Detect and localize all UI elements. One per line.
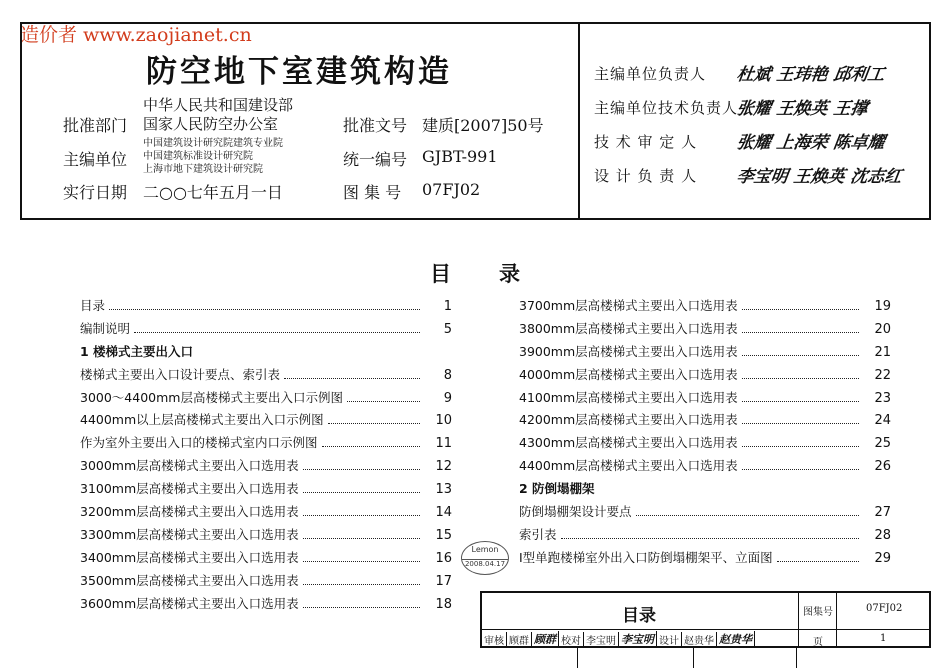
toc-entry-title: 3900mm层高楼梯式主要出入口选用表	[519, 343, 738, 359]
toc-leader-dots	[742, 354, 859, 356]
toc-entry[interactable]	[80, 548, 452, 571]
toc-page-number: 12	[435, 459, 452, 475]
resp-label-3: 技 术 审 定 人	[594, 133, 698, 151]
resp-label-1: 主编单位负责人	[594, 65, 707, 83]
toc-page-number: 26	[874, 459, 891, 475]
toc-leader-dots	[303, 514, 420, 516]
approver-line-2: 国家人民防空办公室	[143, 115, 279, 133]
toc-page-number: 9	[443, 390, 452, 406]
toc-leader-dots	[303, 491, 420, 493]
toc-page-number: 13	[435, 482, 452, 498]
title-block-name: 目录	[622, 606, 656, 626]
toc-leader-dots	[742, 400, 859, 402]
toc-entry[interactable]	[519, 365, 891, 388]
toc-page-number: 19	[874, 299, 891, 314]
toc-entry-title: 4300mm层高楼梯式主要出入口选用表	[519, 435, 738, 451]
toc-page-number: 23	[874, 390, 891, 406]
toc-entry[interactable]	[80, 388, 452, 411]
toc-leader-dots	[742, 445, 859, 447]
toc-leader-dots	[328, 422, 420, 424]
editor-line-1: 中国建筑设计研究院建筑专业院	[143, 138, 283, 149]
toc-entry-title: 4200mm层高楼梯式主要出入口选用表	[519, 412, 738, 428]
title-block-atlas-label: 图集号	[803, 607, 833, 618]
toc-leader-dots	[742, 308, 859, 310]
title-block-divider-2	[836, 591, 837, 648]
toc-leader-dots	[742, 468, 859, 470]
unified-label: 统一编号	[343, 150, 408, 169]
toc-entry[interactable]	[80, 594, 452, 617]
signoff-row	[482, 632, 755, 646]
toc-entry-title: 3800mm层高楼梯式主要出入口选用表	[519, 320, 738, 336]
date-value: 二○○七年五月一日	[143, 183, 283, 202]
toc-leader-dots	[303, 560, 420, 562]
toc-entry[interactable]	[80, 319, 452, 342]
title-block-page-label: 页	[813, 637, 823, 648]
toc-entry[interactable]	[80, 525, 452, 548]
resp-signatures-3: 张耀 上海荣 陈卓耀	[735, 133, 886, 153]
toc-leader-dots	[777, 560, 859, 562]
toc-entry-title: 3600mm层高楼梯式主要出入口选用表	[80, 595, 299, 611]
toc-page-number: 18	[435, 596, 452, 612]
toc-page-number: 10	[435, 413, 452, 429]
toc-page-number: 11	[435, 436, 452, 452]
toc-entry[interactable]	[519, 296, 891, 319]
review-label: 审核	[482, 632, 507, 647]
designer-signature: 赵贵华	[717, 631, 755, 647]
resp-label-4: 设 计 负 责 人	[594, 167, 698, 185]
toc-leader-dots	[561, 537, 859, 539]
toc-entry-title: 作为室外主要出入口的楼梯式室内口示例图	[80, 435, 318, 451]
unified-value: GJBT-991	[422, 147, 498, 166]
toc-leader-dots	[303, 537, 420, 539]
reviewer-signature: 顾群	[532, 631, 559, 647]
toc-entry-title: Ⅰ型单跑楼梯室外出入口防倒塌棚架平、立面图	[519, 549, 773, 565]
toc-entry-title: 3400mm层高楼梯式主要出入口选用表	[80, 549, 299, 565]
toc-entry[interactable]	[80, 456, 452, 479]
title-block-divider-1	[798, 591, 799, 648]
toc-page-number: 17	[435, 573, 452, 589]
toc-page-number: 5	[443, 321, 452, 337]
toc-entry[interactable]	[80, 296, 452, 319]
title-block-page: 1	[880, 633, 887, 644]
toc-entry-title: 2 防倒塌棚架	[519, 481, 595, 497]
toc-leader-dots	[303, 468, 420, 470]
toc-entry-title: 编制说明	[80, 320, 131, 336]
toc-entry-title: 3300mm层高楼梯式主要出入口选用表	[80, 526, 299, 542]
toc-entry[interactable]	[519, 456, 891, 479]
approver-label: 批准部门	[63, 116, 128, 135]
toc-page-number: 22	[874, 367, 891, 383]
toc-leader-dots	[303, 606, 420, 608]
atlas-label: 图 集 号	[343, 183, 402, 202]
toc-leader-dots	[636, 514, 859, 516]
design-label: 设计	[657, 632, 682, 647]
toc-entry[interactable]	[80, 502, 452, 525]
date-label: 实行日期	[63, 183, 128, 202]
atlas-title: 防空地下室建筑构造	[146, 54, 452, 90]
toc-entry[interactable]	[80, 433, 452, 456]
toc-leader-dots	[347, 400, 420, 402]
toc-entry[interactable]	[80, 571, 452, 594]
resp-label-2: 主编单位技术负责人	[594, 99, 739, 117]
toc-entry[interactable]	[519, 388, 891, 411]
resp-signatures-1: 杜斌 王玮艳 邱利工	[735, 65, 886, 85]
toc-leader-dots	[303, 583, 420, 585]
toc-entry[interactable]	[80, 410, 452, 433]
toc-page-number: 25	[874, 436, 891, 452]
toc-right-column	[519, 296, 891, 571]
toc-entry-title: 3500mm层高楼梯式主要出入口选用表	[80, 572, 299, 588]
toc-entry[interactable]	[80, 365, 452, 388]
title-block-rule	[480, 629, 931, 630]
toc-entry[interactable]	[519, 548, 891, 571]
checker-signature: 李宝明	[619, 631, 657, 647]
toc-entry-title: 4100mm层高楼梯式主要出入口选用表	[519, 389, 738, 405]
toc-entry-title: 索引表	[519, 526, 557, 542]
toc-entry[interactable]	[519, 525, 891, 548]
toc-entry[interactable]	[519, 342, 891, 365]
toc-leader-dots	[742, 377, 859, 379]
toc-page-number: 20	[874, 321, 891, 337]
toc-page-number: 16	[435, 550, 452, 566]
header-divider	[578, 22, 580, 220]
approver-line-1: 中华人民共和国建设部	[143, 96, 294, 114]
toc-entry[interactable]	[519, 319, 891, 342]
check-label: 校对	[559, 632, 584, 647]
tick-mark	[693, 648, 694, 668]
toc-leader-dots	[109, 308, 420, 310]
toc-entry[interactable]	[519, 410, 891, 433]
toc-entry-title: 4000mm层高楼梯式主要出入口选用表	[519, 366, 738, 382]
toc-entry-title: 3200mm层高楼梯式主要出入口选用表	[80, 504, 299, 520]
toc-heading: 目 录	[430, 261, 522, 286]
checker-name: 李宝明	[584, 632, 619, 647]
toc-entry-title: 3700mm层高楼梯式主要出入口选用表	[519, 298, 738, 313]
designer-name: 赵贵华	[682, 632, 717, 647]
review-stamp	[461, 541, 509, 575]
toc-entry[interactable]	[519, 433, 891, 456]
toc-leader-dots	[134, 331, 420, 333]
atlas-value: 07FJ02	[422, 180, 481, 199]
reviewer-name: 顾群	[507, 632, 532, 647]
toc-entry-title: 楼梯式主要出入口设计要点、索引表	[80, 366, 281, 382]
toc-entry-title: 4400mm层高楼梯式主要出入口选用表	[519, 458, 738, 474]
editor-label: 主编单位	[63, 150, 128, 169]
toc-entry-title: 1 楼梯式主要出入口	[80, 343, 194, 359]
toc-page-number: 28	[874, 527, 891, 543]
toc-page-number: 14	[435, 505, 452, 521]
title-block-atlas: 07FJ02	[866, 603, 903, 614]
tick-mark	[577, 648, 578, 668]
toc-entry-title: 4400mm以上层高楼梯式主要出入口示例图	[80, 412, 324, 428]
tick-mark	[796, 648, 797, 668]
toc-page-number: 21	[874, 344, 891, 360]
toc-entry[interactable]	[519, 502, 891, 525]
toc-page-number: 15	[435, 527, 452, 543]
toc-leader-dots	[742, 331, 859, 333]
toc-left-column	[80, 296, 452, 616]
toc-page-number: 27	[874, 505, 891, 521]
toc-leader-dots	[284, 377, 420, 379]
editor-line-2: 中国建筑标准设计研究院	[143, 151, 253, 162]
doc-label: 批准文号	[343, 116, 408, 135]
toc-leader-dots	[322, 445, 420, 447]
toc-entry-title: 3100mm层高楼梯式主要出入口选用表	[80, 481, 299, 497]
toc-leader-dots	[742, 422, 859, 424]
toc-page-number: 1	[443, 299, 452, 314]
toc-entry-title: 3000mm层高楼梯式主要出入口选用表	[80, 458, 299, 474]
doc-value: 建质[2007]50号	[422, 116, 544, 135]
toc-section-heading	[519, 479, 891, 502]
resp-signatures-2: 张耀 王焕英 王撑	[735, 99, 869, 119]
toc-entry-title: 3000～4400mm层高楼梯式主要出入口示例图	[80, 389, 343, 405]
toc-page-number: 29	[874, 550, 891, 566]
toc-section-heading	[80, 342, 452, 365]
toc-entry-title: 防倒塌棚架设计要点	[519, 504, 632, 520]
toc-entry-title: 目录	[80, 298, 106, 313]
toc-page-number: 24	[874, 413, 891, 429]
toc-page-number: 8	[443, 367, 452, 383]
editor-line-3: 上海市地下建筑设计研究院	[143, 164, 263, 175]
stamp-name: Lemon	[471, 545, 499, 554]
stamp-date: 2008.04.17	[462, 559, 508, 568]
resp-signatures-4: 李宝明 王焕英 沈志红	[735, 167, 903, 187]
watermark-text: 造价者 www.zaojianet.cn	[20, 24, 252, 46]
toc-entry[interactable]	[80, 479, 452, 502]
